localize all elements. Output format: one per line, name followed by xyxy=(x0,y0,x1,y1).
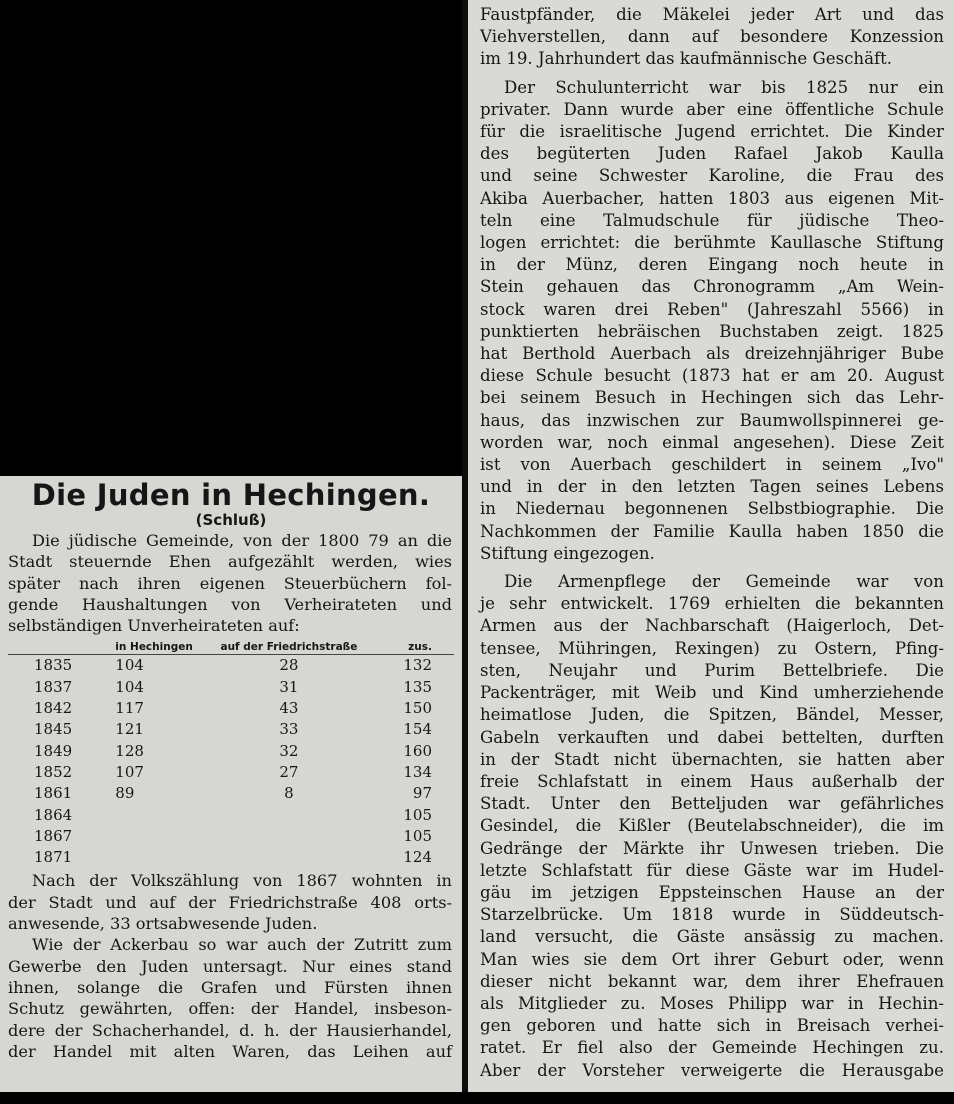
table-cell: 32 xyxy=(279,741,299,760)
text-line: später nach ihren eigenen Steuerbüchern fol- xyxy=(8,573,452,593)
text-line: der Stadt und auf der Friedrichstraße 408 orts- xyxy=(8,892,452,912)
table-row xyxy=(8,783,454,804)
table-cell: 124 xyxy=(403,848,432,867)
text-line: Stadt. Unter den Betteljuden war gefährliches xyxy=(480,794,944,814)
text-line: Armen aus der Nachbarschaft (Haigerloch, Det- xyxy=(480,616,944,636)
table-cell: 1867 xyxy=(34,826,73,845)
text-line: Stiftung eingezogen. xyxy=(480,543,655,563)
text-line: Wie der Ackerbau so war auch der Zutritt zum xyxy=(32,935,452,955)
table-cell: 134 xyxy=(403,762,432,781)
text-line: Akiba Auerbacher, hatten 1803 aus eigenen Mit- xyxy=(480,188,944,208)
table-cell xyxy=(210,805,368,826)
table-cell: 132 xyxy=(403,656,432,675)
table-row xyxy=(8,847,454,868)
table-cell: 89 xyxy=(115,784,135,803)
text-line: und in der in den letzten Tagen seines Lebens xyxy=(480,477,944,497)
text-line: freie Schlafstatt in einem Haus außerhalb der xyxy=(480,771,944,791)
table-cell: 33 xyxy=(279,720,299,739)
left-column xyxy=(0,476,462,1092)
text-line: land versucht, die Gäste ansässig zu machen. xyxy=(480,927,944,947)
text-line: Gewerbe den Juden untersagt. Nur eines stand xyxy=(8,956,452,976)
text-line: gen geboren und hatte sich in Breisach verhei- xyxy=(480,1016,944,1036)
text-line: Die jüdische Gemeinde, von der 1800 79 an die xyxy=(32,531,452,550)
text-line: anwesende, 33 ortsabwesende Juden. xyxy=(8,914,318,934)
text-line: Packenträger, mit Weib und Kind umherziehende xyxy=(480,683,944,703)
text-line: Nach der Volkszählung von 1867 wohnten in xyxy=(32,871,452,891)
text-line: des begüterten Juden Rafael Jakob Kaulla xyxy=(480,144,944,164)
text-line: stock waren drei Reben" (Jahreszahl 5566) in xyxy=(480,299,944,319)
article-headline: Die Juden in Hechingen. xyxy=(31,478,431,512)
text-line: dere der Schacherhandel, d. h. der Hausierhandel, xyxy=(8,1020,452,1040)
table-cell: 154 xyxy=(403,720,432,739)
text-line: als Mitglieder zu. Moses Philipp war in Hechin- xyxy=(480,993,944,1013)
table-cell: 150 xyxy=(403,699,432,718)
table-header-row xyxy=(8,640,454,655)
table-cell: 160 xyxy=(403,741,432,760)
text-line: in der Münz, deren Eingang noch heute in xyxy=(480,255,944,275)
table-cell: 121 xyxy=(115,720,144,739)
table-cell: 105 xyxy=(403,826,432,845)
poor-relief-paragraph xyxy=(468,571,954,1082)
table-header: auf der Friedrichstraße xyxy=(210,640,368,655)
text-line: punktierten hebräischen Buchstaben zeigt. 1825 xyxy=(480,321,944,341)
text-line: Man wies sie dem Ort ihrer Geburt oder, wenn xyxy=(480,949,944,969)
text-line: Schutz gewährten, offen: der Handel, insbeson- xyxy=(8,999,452,1019)
trade-paragraph xyxy=(0,934,462,1062)
text-line: für die israelitische Jugend errichtet. Die Kinder xyxy=(480,122,944,142)
text-line: in der Stadt nicht übernachten, sie hatten aber xyxy=(480,749,944,769)
table-cell: 43 xyxy=(279,699,299,718)
text-line: ihnen, solange die Grafen und Fürsten ihnen xyxy=(8,977,452,997)
text-line: bei seinem Besuch in Hechingen sich das Lehr- xyxy=(480,388,944,408)
census-paragraph xyxy=(0,870,462,934)
table-cell: 1835 xyxy=(34,656,73,675)
text-line: Viehverstellen, dann auf besondere Konzession xyxy=(480,27,944,47)
text-line: je sehr entwickelt. 1769 erhielten die bekannten xyxy=(480,594,944,614)
text-line: gende Haushaltungen von Verheirateten und xyxy=(8,594,452,614)
text-line: Faustpfänder, die Mäkelei jeder Art und das xyxy=(480,5,944,24)
table-row xyxy=(8,655,454,677)
table-cell: 1849 xyxy=(34,741,73,760)
blacked-out-region xyxy=(0,0,464,476)
text-line: sten, Neujahr und Purim Bettelbriefe. Die xyxy=(480,660,944,680)
text-line: diese Schule besucht (1873 hat er am 20. August xyxy=(480,366,944,386)
table-cell xyxy=(99,826,210,847)
text-line: der Handel mit alten Waren, das Leihen auf xyxy=(8,1041,452,1061)
text-line: worden war, noch einmal angesehen). Diese Zeit xyxy=(480,432,944,452)
text-line: Stein gehauen das Chronogramm „Am Wein- xyxy=(480,277,944,297)
table-cell: 1861 xyxy=(34,784,73,803)
text-line: letzte Schlafstatt für diese Gäste war im Hudel- xyxy=(480,860,944,880)
text-line: in Niedernau begonnenen Selbstbiographie. Die xyxy=(480,499,944,519)
table-cell: 31 xyxy=(279,677,299,696)
text-line: Stadt steuernde Ehen aufgezählt werden, wies xyxy=(8,552,452,572)
table-cell: 1871 xyxy=(34,848,73,867)
table-cell xyxy=(99,805,210,826)
text-line: Starzelbrücke. Um 1818 wurde in Süddeutsch- xyxy=(480,905,944,925)
text-line: hat Berthold Auerbach als dreizehnjähriger Bube xyxy=(480,344,944,364)
table-cell: 1864 xyxy=(34,805,73,824)
text-line: teln eine Talmudschule für jüdische Theo- xyxy=(480,210,944,230)
table-header: in Hechingen xyxy=(99,640,210,655)
table-cell: 28 xyxy=(279,656,299,675)
table-cell: 8 xyxy=(284,784,294,803)
intro-paragraph xyxy=(0,530,462,636)
table-cell: 107 xyxy=(115,762,144,781)
table-header xyxy=(8,640,99,655)
article-subtitle: (Schluß) xyxy=(195,511,267,529)
table-cell: 104 xyxy=(115,677,144,696)
table-cell: 135 xyxy=(403,677,432,696)
table-cell xyxy=(99,847,210,868)
table-cell: 27 xyxy=(279,762,299,781)
text-line: Der Schulunterricht war bis 1825 nur ein xyxy=(504,77,944,97)
table-cell: 97 xyxy=(412,784,432,803)
text-line: Die Armenpflege der Gemeinde war von xyxy=(504,572,944,592)
table-row xyxy=(8,741,454,762)
continuation-paragraph xyxy=(468,4,954,71)
text-line: und seine Schwester Karoline, die Frau des xyxy=(480,166,944,186)
table-cell: 1852 xyxy=(34,762,73,781)
right-column xyxy=(468,0,954,1092)
table-row xyxy=(8,762,454,783)
text-line: gäu im jetzigen Eppsteinschen Hause an der xyxy=(480,882,944,902)
table-cell: 105 xyxy=(403,805,432,824)
text-line: logen errichtet: die berühmte Kaullasche Stiftung xyxy=(480,233,944,253)
text-line: Gesindel, die Kißler (Beutelabschneider), die im xyxy=(480,816,944,836)
text-line: im 19. Jahrhundert das kaufmännische Geschäft. xyxy=(480,49,893,69)
table-row xyxy=(8,805,454,826)
text-line: ist von Auerbach geschildert in seinem „Ivo" xyxy=(480,455,944,475)
table-row xyxy=(8,698,454,719)
table-header: zus. xyxy=(368,640,454,655)
text-line: heimatlose Juden, die Spitzen, Bändel, Messer, xyxy=(480,705,944,725)
table-row xyxy=(8,826,454,847)
text-line: tensee, Mühringen, Rexingen) zu Ostern, Pfing- xyxy=(480,638,944,658)
table-cell: 117 xyxy=(115,699,144,718)
text-line: privater. Dann wurde aber eine öffentliche Schule xyxy=(480,99,944,119)
table-row xyxy=(8,719,454,740)
text-line: ratet. Er fiel also der Gemeinde Hechingen zu. xyxy=(480,1038,944,1058)
table-cell: 1837 xyxy=(34,677,73,696)
text-line: Aber der Vorsteher verweigerte die Herausgabe xyxy=(480,1060,944,1080)
text-line: dieser nicht bekannt war, dem ihrer Ehefrauen xyxy=(480,971,944,991)
bottom-border xyxy=(0,1092,954,1104)
table-cell: 1845 xyxy=(34,720,73,739)
table-cell: 104 xyxy=(115,656,144,675)
table-cell: 128 xyxy=(115,741,144,760)
school-paragraph xyxy=(468,77,954,565)
text-line: haus, das inzwischen zur Baumwollspinnerei ge- xyxy=(480,410,944,430)
table-cell xyxy=(210,847,368,868)
text-line: Gedränge der Märkte ihr Unwesen trieben. Die xyxy=(480,838,944,858)
table-cell: 1842 xyxy=(34,699,73,718)
household-table xyxy=(8,640,454,868)
text-line: Gabeln verkauften und dabei bettelten, durften xyxy=(480,727,944,747)
text-line: selbständigen Unverheirateten auf: xyxy=(8,616,300,636)
table-cell xyxy=(210,826,368,847)
table-row xyxy=(8,677,454,698)
text-line: Nachkommen der Familie Kaulla haben 1850 die xyxy=(480,521,944,541)
